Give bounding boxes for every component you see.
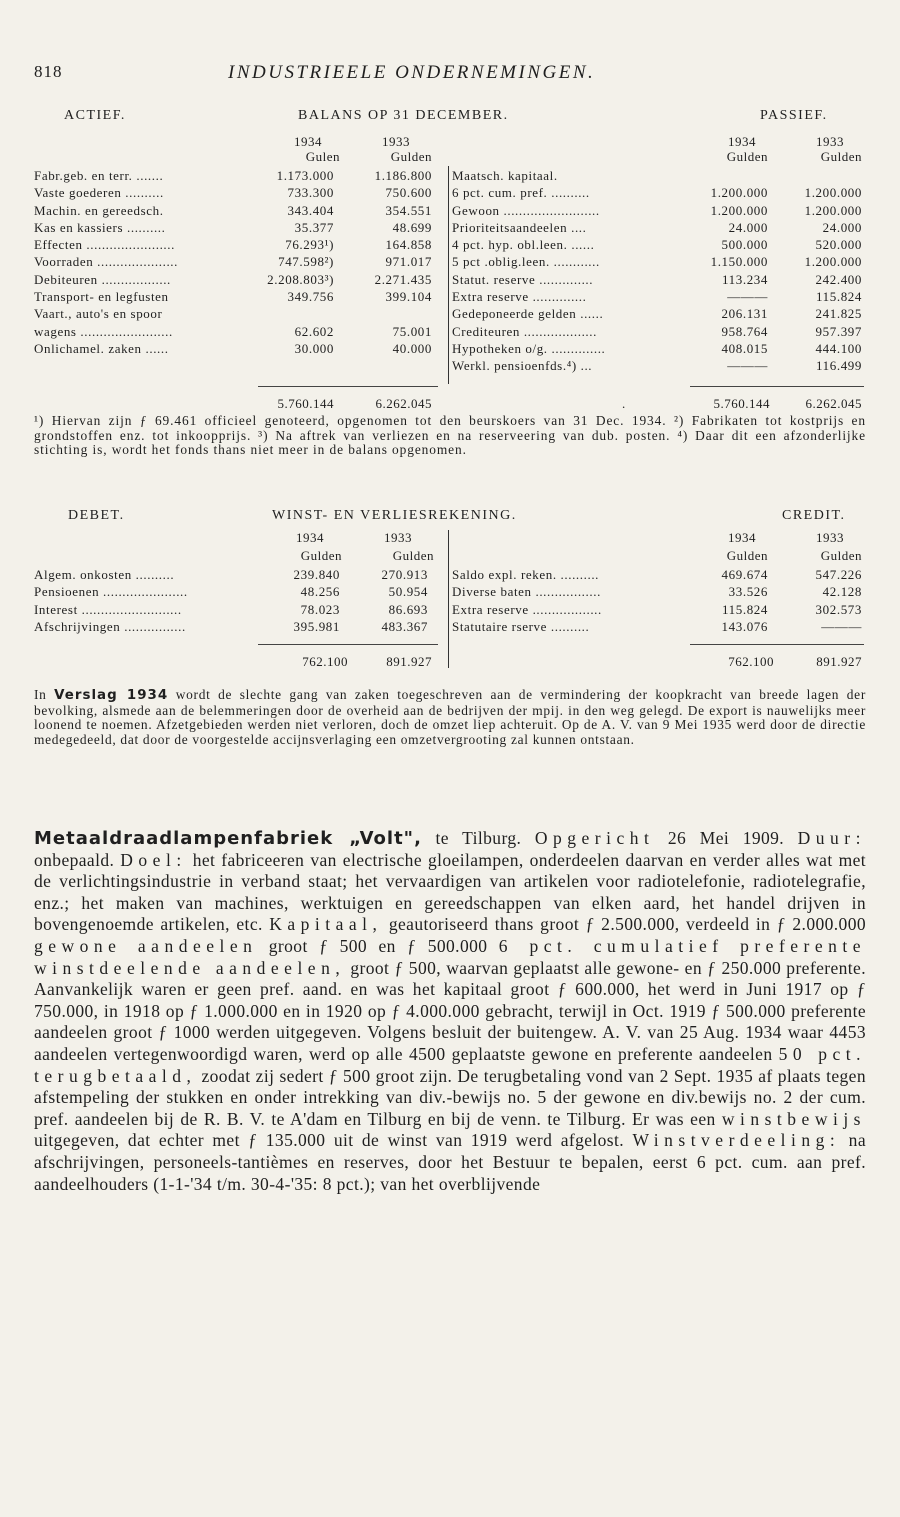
row-label: Kas en kassiers .......... — [34, 219, 166, 235]
value-1934: 115.824 — [722, 601, 768, 617]
doel-label: Doel: — [120, 849, 187, 870]
table-row — [34, 202, 438, 219]
row-label: Gedeponeerde gelden ...... — [452, 306, 604, 322]
duur-label: Duur: — [797, 828, 866, 848]
row-label: Diverse baten ................. — [452, 584, 601, 600]
value-1933: 2.271.435 — [374, 271, 432, 287]
value-1933: 242.400 — [815, 271, 862, 287]
row-label: wagens ........................ — [34, 323, 173, 339]
value-1934: 500.000 — [721, 237, 768, 253]
row-label: Algem. onkosten .......... — [34, 567, 175, 582]
row-label: Maatsch. kapitaal. — [452, 168, 558, 183]
passief-total-1934: 5.760.144 — [713, 396, 770, 411]
table-row — [34, 236, 438, 253]
table-row — [34, 601, 438, 618]
pl-title: WINST- EN VERLIESREKENING. — [272, 508, 517, 523]
preferente-aandeelen-label: 6 pct. cumulatief preferente winstdeelende aandeelen, — [34, 935, 867, 978]
table-row — [452, 202, 862, 219]
table-row — [34, 566, 438, 583]
value-1933: 1.200.000 — [804, 202, 862, 218]
balance-divider — [448, 166, 449, 384]
row-label: 6 pct. cum. pref. .......... — [452, 185, 590, 201]
row-label: Werkl. pensioenfds.⁴) ... — [452, 358, 593, 374]
row-label: Statut. reserve .............. — [452, 271, 594, 287]
row-label: Statutaire rserve .......... — [452, 618, 590, 634]
value-1934: 113.234 — [722, 271, 768, 287]
credit-total-rule — [690, 644, 864, 645]
table-row — [452, 167, 862, 184]
winstverdeeling-label: Winstverdeeling: — [632, 1130, 841, 1151]
table-row — [452, 253, 862, 270]
value-1933: 399.104 — [385, 289, 432, 305]
value-1933: 1.200.000 — [804, 254, 862, 270]
value-1934: 62.602 — [294, 323, 334, 339]
value-1934: 143.076 — [721, 618, 768, 634]
value-1934: 33.526 — [728, 584, 768, 600]
table-row — [452, 566, 862, 583]
value-1933: 354.551 — [385, 202, 432, 218]
table-row — [452, 340, 862, 357]
row-label: Extra reserve .................. — [452, 601, 602, 617]
row-label: Machin. en gereedsch. — [34, 202, 164, 218]
table-row — [34, 305, 438, 322]
gewone-aandeelen-label: gewone aandeelen — [34, 935, 258, 956]
running-head — [34, 62, 864, 86]
pl-divider — [448, 530, 449, 668]
value-1933: 444.100 — [815, 340, 862, 356]
company-name: Metaaldraadlampenfabriek „Volt", — [34, 828, 422, 849]
passief-list — [452, 167, 862, 375]
page-number: 818 — [34, 62, 63, 81]
value-1934: ——— — [727, 289, 768, 305]
table-row — [34, 618, 438, 635]
table-row — [452, 601, 862, 618]
actief-list — [34, 167, 438, 357]
company-place: te Tilburg. — [435, 828, 522, 848]
report-year-label: Verslag 1934 — [54, 688, 169, 703]
value-1933: 115.824 — [816, 289, 862, 305]
row-label: Onlichamel. zaken ...... — [34, 340, 169, 356]
row-label: Interest .......................... — [34, 601, 182, 617]
table-row — [34, 340, 438, 357]
value-1934: 349.756 — [287, 289, 334, 305]
table-row — [34, 583, 438, 600]
value-1933: 1.186.800 — [374, 168, 432, 183]
table-row — [452, 357, 862, 374]
table-row — [452, 618, 862, 635]
value-1933: 520.000 — [815, 237, 862, 253]
value-1934: 408.015 — [721, 340, 768, 356]
actief-year-header: 1934 1933 Gulen Gulden — [294, 134, 432, 164]
value-1934: 239.840 — [293, 567, 340, 582]
terugbetaald-label: 50 pct. terugbetaald, — [34, 1043, 866, 1086]
winstbewijs-label: winstbewijs — [721, 1108, 866, 1129]
table-row — [452, 236, 862, 253]
passief-total-1933: 6.262.045 — [805, 396, 862, 411]
table-row — [34, 184, 438, 201]
row-label: Transport- en legfusten — [34, 289, 169, 305]
value-1934: 1.173.000 — [276, 168, 334, 183]
credit-total-1934: 762.100 — [728, 654, 774, 669]
actief-total-1934: 5.760.144 — [277, 396, 334, 411]
value-1933: 40.000 — [392, 340, 432, 356]
company-article: Metaaldraadlampenfabriek „Volt", te Tilburg. Opgericht 26 Mei 1909. Duur: onbepaald. Doel: het fabriceeren van electrische gloeilampen, onderdeelen daarvan en verder alles wat met de verlichtingsindustrie in verband staat; het vervaardigen van artikelen voor radiotelefonie, radiotelegrafie, enz.; het maken van machines, werktuigen en gereedschappen van elken aard, het handel drijven in bovengenoemde artikelen, etc. Kapitaal, geautoriseerd thans groot ƒ 2.500.000, verdeeld in ƒ 2.000.000 gewone aandeelen groot ƒ 500 en ƒ 500.000 6 pct. cumulatief preferente winstdeelende aandeelen, groot ƒ 500, waarvan geplaatst alle gewone- en ƒ 250.000 preferente. Aanvankelijk waren er geen pref. aand. en was het kapitaal groot ƒ 600.000, het werd in Juni 1917 op ƒ 750.000, in 1918 op ƒ 1.000.000 en in 1920 op ƒ 4.000.000 gebracht, terwijl in Oct. 1919 ƒ 500.000 preferente aandeelen groot ƒ 1000 werden uitgegeven. Volgens besluit der buitengew. A. V. van 25 Aug. 1934 waar 4453 aandeelen vertegenwoordigd waren, werd op alle 4500 geplaatste gewone en preferente aandeelen 50 pct. terugbetaald, zoodat zij sedert ƒ 500 groot zijn. De terugbetaling vond van 2 Sept. 1935 af plaats tegen afstempeling der stukken en onder intrekking van div.-bewijs no. 5 der gewone en div.bewijs no. 2 der cum. pref. aandeelen bij de R. B. V. te A'dam en Tilburg en bij de venn. te Tilburg. Er was een winstbewijs uitgegeven, dat echter met ƒ 135.000 uit de winst van 1919 werd afgelost. Winstverdeeling: na afschrijvingen, personeels-tantièmes en reserves, door het Bestuur te bepalen, eerst 6 pct. cum. aan pref. aandeelhouders (1-1-'34 t/m. 30-4-'35: 8 pct.); van het overblijvende — [34, 828, 867, 1194]
table-row — [452, 288, 862, 305]
value-1934: 48.256 — [300, 584, 340, 600]
actief-total-1933: 6.262.045 — [375, 396, 432, 411]
value-1933: 971.017 — [385, 254, 432, 270]
kapitaal-label: Kapitaal, — [269, 914, 383, 935]
debet-list — [34, 566, 438, 635]
opgericht-label: Opgericht — [534, 828, 655, 848]
value-1933: 547.226 — [815, 567, 862, 582]
debet-total-1933: 891.927 — [386, 654, 432, 669]
value-1933: 483.367 — [381, 618, 428, 634]
value-1933: 302.573 — [815, 601, 862, 617]
row-label: Crediteuren ................... — [452, 323, 597, 339]
row-label: Debiteuren .................. — [34, 271, 171, 287]
value-1933: 86.693 — [388, 601, 428, 617]
credit-heading: CREDIT. — [782, 508, 846, 523]
value-1934: 35.377 — [294, 219, 334, 235]
credit-list — [452, 566, 862, 635]
table-row — [452, 184, 862, 201]
row-label: 5 pct .oblig.leen. ............ — [452, 254, 600, 270]
annual-report-paragraph: In Verslag 1934 wordt de slechte gang van zaken toegeschreven aan de vermindering der koopkracht van breede lagen der bevolking, alsmede aan de belemmeringen door de overheid aan de bedrijven der mpij. in den weg gelegd. De export is nauwelijks meer loonend te noemen. Afzetgebieden werden niet verloren, doch de omzet liep achteruit. Op de A. V. van 9 Mei 1935 werd door de directie medegedeeld, dat door de voorgestelde accijnsverlaging een omzetvergrooting zal kunnen ontstaan. — [34, 687, 866, 747]
balance-footnotes: ¹) Hiervan zijn ƒ 69.461 officieel genoteerd, opgenomen tot den beurskoers van 31 Dec. 1934. ²) Fabrikaten tot kostprijs en grondstoffen enz. tot inkoopprijs. ³) Na aftrek van verliezen en na reserveering van dub. posten. ⁴) Daar dit een afzonderlijke stichting is, wordt het fonds thans niet meer in de balans opgenomen. — [34, 413, 866, 457]
table-row — [34, 271, 438, 288]
value-1934: 469.674 — [721, 567, 768, 582]
actief-heading: ACTIEF. — [64, 108, 126, 123]
table-row — [452, 271, 862, 288]
value-1933: 241.825 — [815, 306, 862, 322]
debet-heading: DEBET. — [68, 508, 125, 523]
value-1934: 1.150.000 — [710, 254, 768, 270]
actief-total-rule — [258, 386, 438, 387]
row-label: Saldo expl. reken. .......... — [452, 567, 600, 582]
row-label: Extra reserve .............. — [452, 289, 587, 305]
value-1934: 2.208.803³) — [267, 271, 334, 287]
row-label: Afschrijvingen ................ — [34, 618, 186, 634]
value-1933: 164.858 — [385, 237, 432, 253]
value-1934: ——— — [727, 358, 768, 374]
debet-total-1934: 762.100 — [302, 654, 348, 669]
credit-year-header: 1934 1933 Gulden Gulden — [726, 530, 862, 563]
debet-total-rule — [258, 644, 438, 645]
value-1934: 24.000 — [728, 219, 768, 235]
value-1933: 116.499 — [816, 358, 862, 374]
value-1933: 957.397 — [815, 323, 862, 339]
value-1933: 48.699 — [392, 219, 432, 235]
row-label: Prioriteitsaandeelen .... — [452, 219, 587, 235]
value-1934: 343.404 — [287, 202, 334, 218]
row-label: 4 pct. hyp. obl.leen. ...... — [452, 237, 595, 253]
table-row — [452, 305, 862, 322]
value-1934: 733.300 — [287, 185, 334, 201]
value-1934: 30.000 — [294, 340, 334, 356]
table-row — [34, 323, 438, 340]
row-label: Gewoon ......................... — [452, 202, 600, 218]
value-1934: 76.293¹) — [285, 237, 334, 253]
passief-heading: PASSIEF. — [760, 108, 828, 123]
passief-year-header: 1934 1933 Gulden Gulden — [726, 134, 862, 164]
value-1934: 78.023 — [300, 601, 340, 617]
value-1933: 1.200.000 — [804, 185, 862, 201]
table-row — [34, 167, 438, 184]
value-1933: 50.954 — [388, 584, 428, 600]
book-page: 818 INDUSTRIEELE ONDERNEMINGEN. ACTIEF. BALANS OP 31 DECEMBER. PASSIEF. 1934 1933 Gulen Gulden 1934 1933 Gulden Gulden Fabr.geb. en terr. ....... 1.173.000 1.186.800 Vaste goederen .......... 733.300 750.600 Machin. en gereedsch. 343.404 354.551 Kas en kassiers .......... 35.377 48.699 Effecten ....................... 76.293¹) 164.858 Voorraden ..................... 747.598²) 971.017 Debiteuren .................. 2.208.803³) 2.271.435 Transport- en legfusten 349.756 399.104 Vaart., auto's en spoor wagens ........................ 62.602 75.001 Onlichamel. zaken ...... 30.000 40.000 Maatsch. kapitaal. 6 pct. cum. pref. .......... 1.200.000 1.200.000 Gewoon ......................... 1.200.000 1.200.000 Prioriteitsaandeelen .... 24.000 24.000 4 pct. hyp. obl.leen. ...... 500.000 520.000 5 pct .oblig.leen. ............ 1.150.000 1.200.000 Statut. reserve .............. 113.234 242.400 Extra reserve .............. ——— 115.824 Gedeponeerde gelden ...... 206.131 241.825 Crediteuren ................... 958.764 957.397 Hypotheken o/g. .............. 408.015 444.100 Werkl. pensioenfds.⁴) ... ——— 116.499 5.760.144 6.262.045 . 5.760.144 6.262.045 ¹) Hiervan zijn ƒ 69.461 officieel genoteerd, opgenomen tot den beurskoers van 31 Dec. 1934. ²) Fabrikaten tot kostprijs en grondstoffen enz. tot inkoopprijs. ³) Na aftrek van verliezen en na reserveering van dub. posten. ⁴) Daar dit een afzonderlijke stichting is, wordt het fonds thans niet meer in de balans opgenomen. DEBET. WINST- EN VERLIESREKENING. CREDIT. 1934 1933 Gulden Gulden 1934 1933 Gulden Gulden Algem. onkosten .......... 239.840 270.913 Pensioenen ...................... 48.256 50.954 Interest .......................... 78.023 86.693 Afschrijvingen ................ 395.981 483.367 Saldo expl. reken. .......... 469.674 547.226 Diverse baten ................. 33.526 42.128 Extra reserve .................. 115.824 302.573 Statutaire rserve .......... 143.076 ——— 762.100 891.927 762.100 891.927 In Verslag 1934 wordt de slechte gang van zaken toegeschreven aan de vermindering der koopkracht van breede lagen der bevolking, alsmede aan de belemmeringen door de overheid aan de bedrijven der mpij. in den weg gelegd. De export is nauwelijks meer loonend te noemen. Afzetgebieden werden niet verloren, doch de omzet liep achteruit. Op de A. V. van 9 Mei 1935 werd door de directie medegedeeld, dat door de voorgestelde accijnsverlaging een omzetvergrooting zal kunnen ontstaan. Metaaldraadlampenfabriek „Volt", te Tilburg. Opgericht 26 Mei 1909. Duur: onbepaald. Doel: het fabriceeren van electrische gloeilampen, onderdeelen daarvan en verder alles wat met de verlichtingsindustrie in verband staat; het vervaardigen van artikelen voor radiotelefonie, radiotelegrafie, enz.; het maken van machines, werktuigen en gereedschappen van elken aard, het handel drijven in bovengenoemde artikelen, etc. Kapitaal, geautoriseerd thans groot ƒ 2.500.000, verdeeld in ƒ 2.000.000 gewone aandeelen groot ƒ 500 en ƒ 500.000 6 pct. cumulatief preferente winstdeelende aandeelen, groot ƒ 500, waarvan geplaatst alle gewone- en ƒ 250.000 preferente. Aanvankelijk waren er geen pref. aand. en was het kapitaal groot ƒ 600.000, het werd in Juni 1917 op ƒ 750.000, in 1918 op ƒ 1.000.000 en in 1920 op ƒ 4.000.000 gebracht, terwijl in Oct. 1919 ƒ 500.000 preferente aandeelen groot ƒ 1000 werden uitgegeven. Volgens besluit der buitengew. A. V. van 25 Aug. 1934 waar 4453 aandeelen vertegenwoordigd waren, werd op alle 4500 geplaatste gewone en preferente aandeelen 50 pct. terugbetaald, zoodat zij sedert ƒ 500 groot zijn. De terugbetaling vond van 2 Sept. 1935 af plaats tegen afstempeling der stukken en onder intrekking van div.-bewijs no. 5 der gewone en div.bewijs no. 2 der cum. pref. aandeelen bij de R. B. V. te A'dam en Tilburg en bij de venn. te Tilburg. Er was een winstbewijs uitgegeven, dat echter met ƒ 135.000 uit de winst van 1919 werd afgelost. Winstverdeeling: na afschrijvingen, personeels-tantièmes en reserves, door het Bestuur te bepalen, eerst 6 pct. cum. aan pref. aandeelhouders (1-1-'34 t/m. 30-4-'35: 8 pct.); van het overblijvende — [34, 62, 867, 1194]
row-label: Voorraden ..................... — [34, 254, 179, 270]
value-1933: 270.913 — [381, 567, 428, 582]
value-1933: 75.001 — [392, 323, 432, 339]
value-1933: ——— — [821, 618, 862, 634]
credit-total-1933: 891.927 — [816, 654, 862, 669]
table-row — [452, 323, 862, 340]
value-1934: 395.981 — [293, 618, 340, 634]
row-label: Pensioenen ...................... — [34, 584, 188, 600]
table-row — [452, 583, 862, 600]
running-title: INDUSTRIEELE ONDERNEMINGEN. — [228, 62, 596, 83]
row-label: Vaste goederen .......... — [34, 185, 164, 201]
row-label: Hypotheken o/g. .............. — [452, 340, 606, 356]
value-1934: 747.598²) — [278, 254, 334, 270]
row-label: Effecten ....................... — [34, 237, 175, 253]
value-1934: 1.200.000 — [710, 185, 768, 201]
value-1934: 1.200.000 — [710, 202, 768, 218]
value-1934: 958.764 — [721, 323, 768, 339]
value-1934: 206.131 — [721, 306, 768, 322]
passief-total-rule — [690, 386, 864, 387]
value-1933: 750.600 — [385, 185, 432, 201]
value-1933: 24.000 — [822, 219, 862, 235]
table-row — [34, 288, 438, 305]
row-label: Vaart., auto's en spoor — [34, 306, 163, 322]
table-row — [34, 253, 438, 270]
row-label: Fabr.geb. en terr. ....... — [34, 168, 164, 183]
balance-title: BALANS OP 31 DECEMBER. — [298, 108, 509, 123]
table-row — [34, 219, 438, 236]
debet-year-header: 1934 1933 Gulden Gulden — [296, 530, 434, 563]
table-row — [452, 219, 862, 236]
value-1933: 42.128 — [822, 584, 862, 600]
